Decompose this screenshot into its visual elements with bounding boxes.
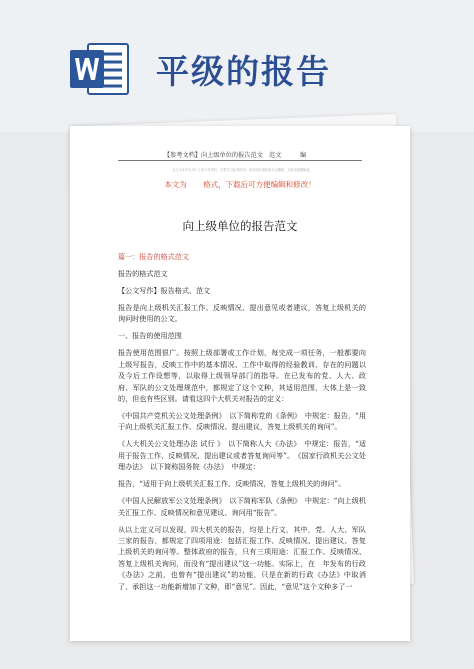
paragraph: 报告使用范围很广。按照上级部署或工作计划，每完成一项任务，一般都要向上级写报告，反映工作中的基本情况、工作中取得的经验教训、存在的问题以及今后工作设想等，以取得上级领导部门的指导。在已发布的党、人大、政府、军队的公文处理规范中，都规定了这个文种，其适用范围，大体上是一致的，但也有些区别。请看这四个大机关对报告的定义： [118,348,366,404]
document-body [118,251,366,598]
paragraph: 从以上定义可以发现，四大机关的报告，均是上行文，其中，党、人大、军队三家的报告，都规定了四项用途：包括汇报工作、反映情况、提出建议、答复上级机关的询问等。整体政府的报告，只有三项用途：汇报工作、反映情况、答复上级机关询问，而没有“提出建议”这一功能。实际上，在 年发布的行政《办法》之前，也曾有“提出建议”的功能，只是在新的行政《办法》中取消了，承担这一功能新增加了文种，即“意见”。因此，“意见”这个文种多了一 [118,524,366,591]
document-title: 向上级单位的报告范文 [182,219,298,233]
section-heading: 篇一：报告的格式范文 [118,252,189,261]
notice-right: 格式，下载后可方便编辑和修改！ [203,180,316,189]
paragraph: 《人大机关公文处理办法 试行 》 以下简称人大《办法》 中规定：报告，“适用于报告工作、反映情况、提出建议或者答复询问等”。 《国家行政机关公文处理办法》 以下简称国务院《办法》 中规定： [118,439,366,472]
edit-notice [70,179,410,190]
document-page [70,126,410,641]
paragraph: 一、报告的使用范围 [118,331,182,341]
fine-print: 本文为本平台用户上传分享资料，仅供学习参考使用，如有侵权请联系平台删除。文档可编辑修改。 [172,168,313,172]
paragraph: 报告，“适用于向上级机关汇报工作、反映情况，答复上级机关的询问”。 [118,479,346,489]
word-icon [68,40,130,98]
header-banner [0,0,474,132]
header-rule [118,160,362,161]
paragraph: 《中国共产党机关公文处理条例》 以下简称党的《条例》 中规定：报告，“用于向上级机关汇报工作、反映情况、提出建议，答复上级机关的询问”。 [118,411,366,432]
paragraph: 报告是向上级机关汇报工作、反映情况、提出意见或者建议，答复上级机关的询问时使用的公文。 [118,303,366,324]
banner-title: 平级的报告 [156,52,331,91]
paragraph: 报告的格式范文 [118,269,168,278]
notice-left: 本文为 [164,180,187,189]
running-head: 【参考文档】向上级单位的报告范文 范文 编 [163,152,307,159]
paragraph: 《中国人民解放军公文处理条例》 以下简称军队《条例》 中规定：“向上级机关汇报工作、反映情况和意见建议、询问用“报告”。 [118,496,366,517]
paragraph: 【公文写作】报告格式、范文 [118,286,211,295]
